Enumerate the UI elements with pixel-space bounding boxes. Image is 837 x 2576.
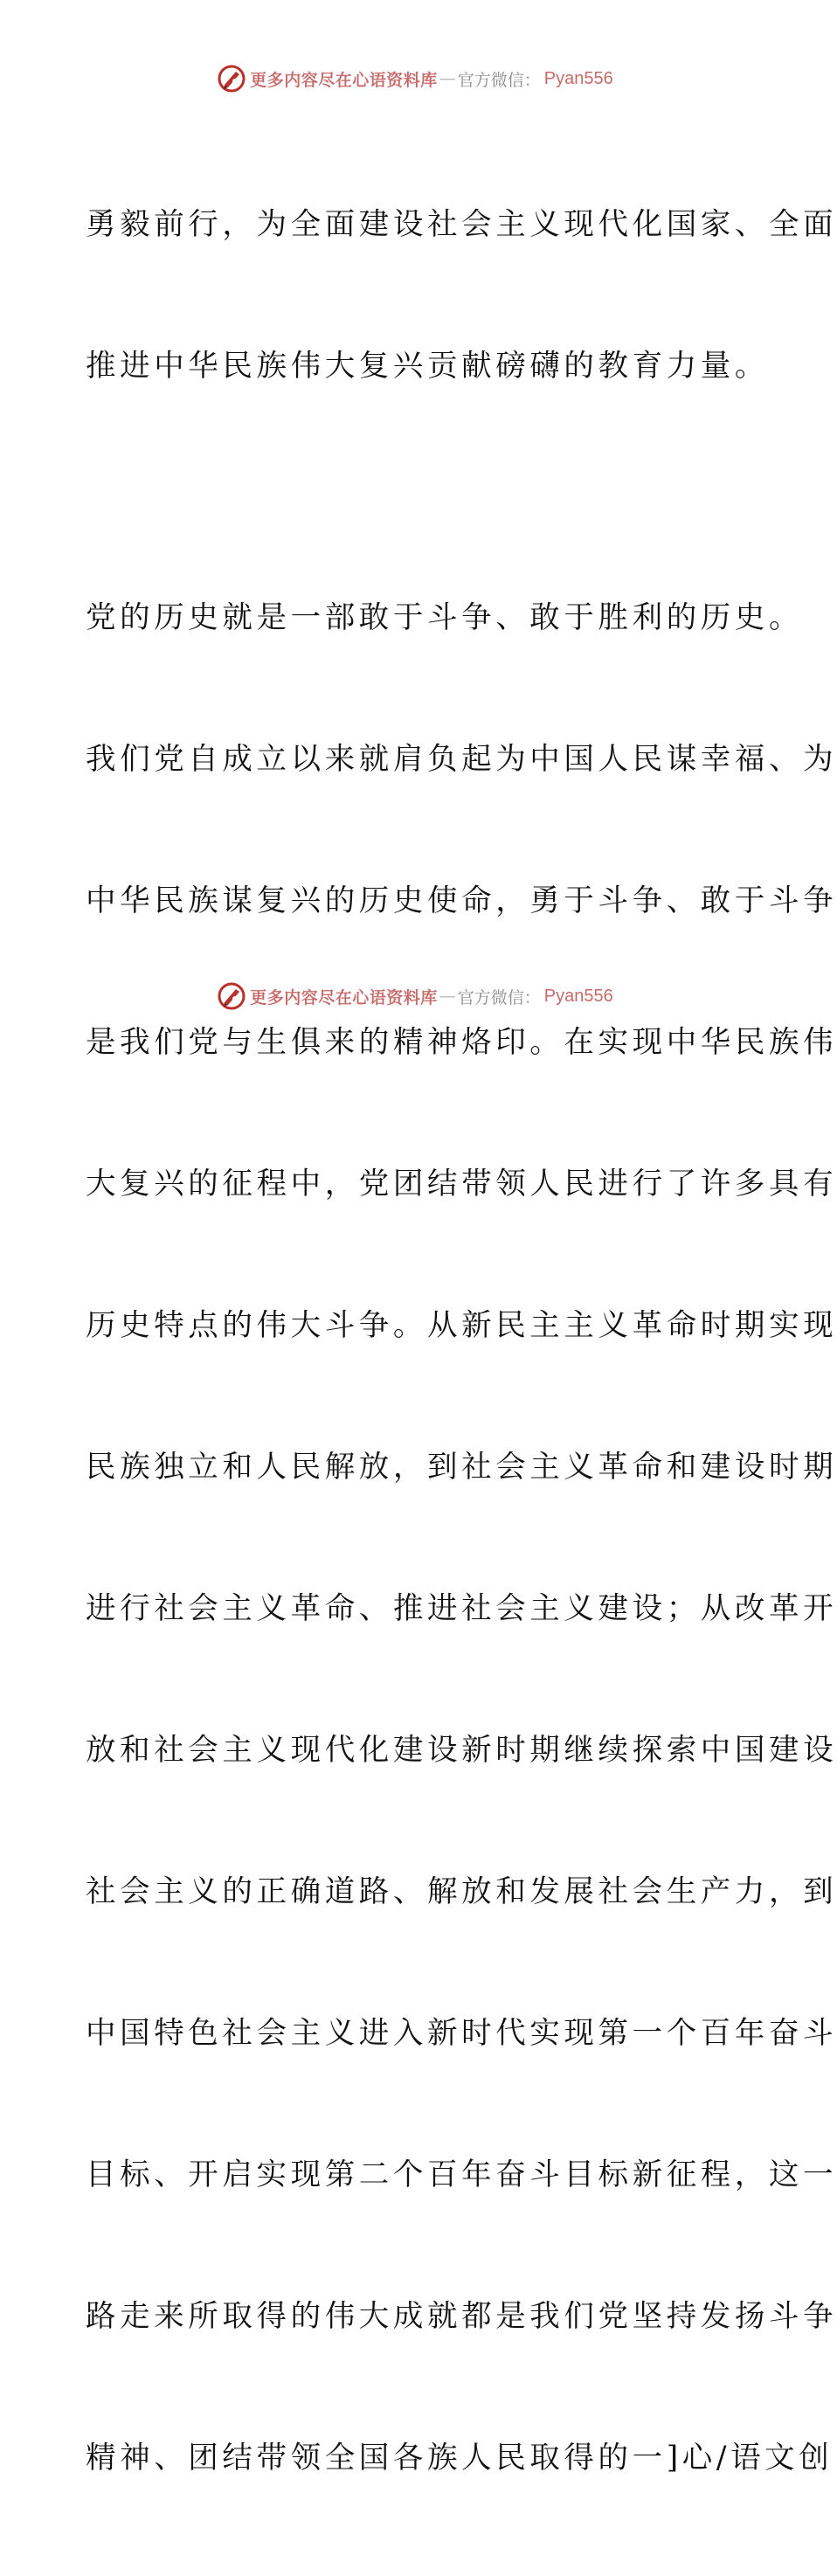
text-line: 目标、开启实现第二个百年奋斗目标新征程，这一 [86,2157,837,2192]
text-line: 勇毅前行，为全面建设社会主义现代化国家、全面 [86,207,837,242]
header-watermark [0,63,830,94]
watermark-main-text: 更多内容尽在心语资料库 [250,70,438,90]
text-line: 是我们党与生俱来的精神烙印。在实现中华民族伟 [86,1025,837,1060]
document-body [86,107,837,2576]
text-line: 放和社会主义现代化建设新时期继续探索中国建设 [86,1733,837,1768]
text-line: 中华民族谋复兴的历史使命，勇于斗争、敢于斗争 [86,883,837,918]
watermark-dash: — [439,987,456,1006]
text-line: 精神、团结带领全国各族人民取得的一]心/语文创 [86,2441,834,2476]
text-line: 大复兴的征程中，党团结带领人民进行了许多具有 [86,1167,837,1201]
text-line: 党的历史就是一部敢于斗争、敢于胜利的历史。 [86,600,804,635]
watermark-wechat-id: Pyan556 [543,986,613,1006]
paragraph-1 [86,107,837,484]
watermark-official-label: 官方微信： [457,987,541,1008]
paragraph-2 [86,500,837,2576]
watermark-dash: — [439,69,456,88]
pen-logo-icon [217,981,246,1011]
text-line: 民族独立和人民解放，到社会主义革命和建设时期 [86,1450,837,1485]
watermark-wechat-id: Pyan556 [543,68,613,88]
watermark-main-text: 更多内容尽在心语资料库 [250,987,438,1008]
footer-watermark [0,980,830,1012]
text-line: 进行社会主义革命、推进社会主义建设；从改革开 [86,1591,837,1626]
text-line: 路走来所取得的伟大成就都是我们党坚持发扬斗争 [86,2299,837,2334]
watermark-official-label: 官方微信： [457,70,541,90]
text-line: 社会主义的正确道路、解放和发展社会生产力，到 [86,1874,837,1909]
text-line: 历史特点的伟大斗争。从新民主主义革命时期实现 [86,1308,837,1343]
text-line: 推进中华民族伟大复兴贡献磅礴的教育力量。 [86,349,769,384]
text-line: 我们党自成立以来就肩负起为中国人民谋幸福、为 [86,742,837,777]
pen-logo-icon [217,64,246,93]
text-line: 中国特色社会主义进入新时代实现第一个百年奋斗 [86,2016,837,2051]
